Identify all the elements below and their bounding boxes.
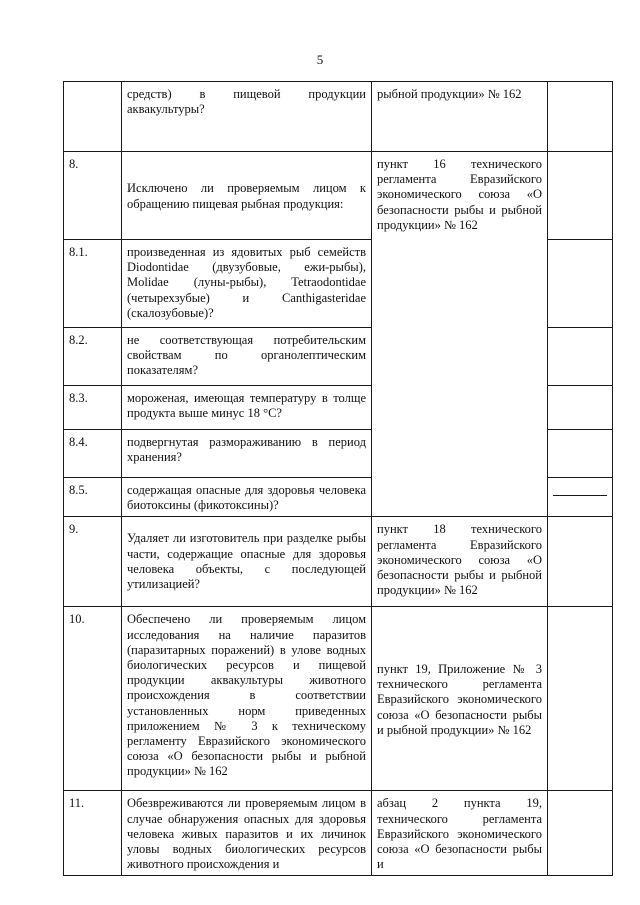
answer-cell[interactable]: [548, 430, 613, 478]
answer-cell[interactable]: [548, 82, 613, 152]
question-cell: Обеспечено ли проверяемым лицом исследования на наличие паразитов (паразитарных поражений) в улове водных биологических ресурсов и пищевой продукции аквакультуры животного происхождения в соответствии установленных норм приведенных приложением № 3 к техническому регламенту Евразийского экономического союза «О безопасности рыбы и рыбной продукции» № 162: [122, 607, 372, 791]
question-cell: подвергнутая размораживанию в период хранения?: [122, 430, 372, 478]
row-number: 8.3.: [64, 386, 122, 430]
table-row: [64, 607, 613, 791]
answer-cell[interactable]: [548, 386, 613, 430]
answer-cell[interactable]: [548, 240, 613, 328]
reference-cell: рыбной продукции» № 162: [372, 82, 548, 152]
row-number: 11.: [64, 791, 122, 876]
question-cell: средств) в пищевой продукции аквакультуры?: [122, 82, 372, 152]
reference-cell: абзац 2 пункта 19, технического регламента Евразийского экономического союза «О безопасности рыбы и: [372, 791, 548, 876]
answer-cell[interactable]: [548, 517, 613, 607]
question-cell: не соответствующая потребительским свойствам по органолептическим показателям?: [122, 328, 372, 386]
question-cell: Обезвреживаются ли проверяемым лицом в случае обнаружения опасных для здоровья человека живых паразитов и их личинок уловы водных биологических ресурсов животного происхождения и: [122, 791, 372, 876]
row-number: 8.4.: [64, 430, 122, 478]
question-cell: Исключено ли проверяемым лицом к обращению пищевая рыбная продукция:: [122, 152, 372, 240]
question-cell: Удаляет ли изготовитель при разделке рыбы части, содержащие опасные для здоровья человека объекты, с последующей утилизацией?: [122, 517, 372, 607]
answer-cell[interactable]: [548, 478, 613, 517]
table-row: [64, 517, 613, 607]
question-cell: произведенная из ядовитых рыб семейств Diodontidae (двузубовые, ежи-рыбы), Molidae (луны-рыбы), Tetraodontidae (четырехзубые) и Canthigasteridae (скалозубовые)?: [122, 240, 372, 328]
answer-cell[interactable]: [548, 607, 613, 791]
table-row: [64, 82, 613, 152]
table-row: [64, 791, 613, 876]
row-number: 10.: [64, 607, 122, 791]
row-number: 8.2.: [64, 328, 122, 386]
reference-cell: пункт 18 технического регламента Евразийского экономического союза «О безопасности рыбы и рыбной продукции» № 162: [372, 517, 548, 607]
row-number: 8.5.: [64, 478, 122, 517]
checklist-table: [63, 81, 613, 876]
answer-cell[interactable]: [548, 328, 613, 386]
row-number: 8.1.: [64, 240, 122, 328]
page-number: 5: [316, 52, 324, 67]
question-cell: содержащая опасные для здоровья человека биотоксины (фикотоксины)?: [122, 478, 372, 517]
row-number: 9.: [64, 517, 122, 607]
question-cell: мороженая, имеющая температуру в толще продукта выше минус 18 °С?: [122, 386, 372, 430]
reference-cell: пункт 19, Приложение № 3 технического регламента Евразийского экономического союза «О безопасности рыбы и рыбной продукции» № 162: [372, 607, 548, 791]
row-number: 8.: [64, 152, 122, 240]
reference-cell: пункт 16 технического регламента Евразийского экономического союза «О безопасности рыбы и рыбной продукции» № 162: [372, 152, 548, 517]
table-row: [64, 152, 613, 240]
answer-cell[interactable]: [548, 791, 613, 876]
row-number: [64, 82, 122, 152]
answer-cell[interactable]: [548, 152, 613, 240]
